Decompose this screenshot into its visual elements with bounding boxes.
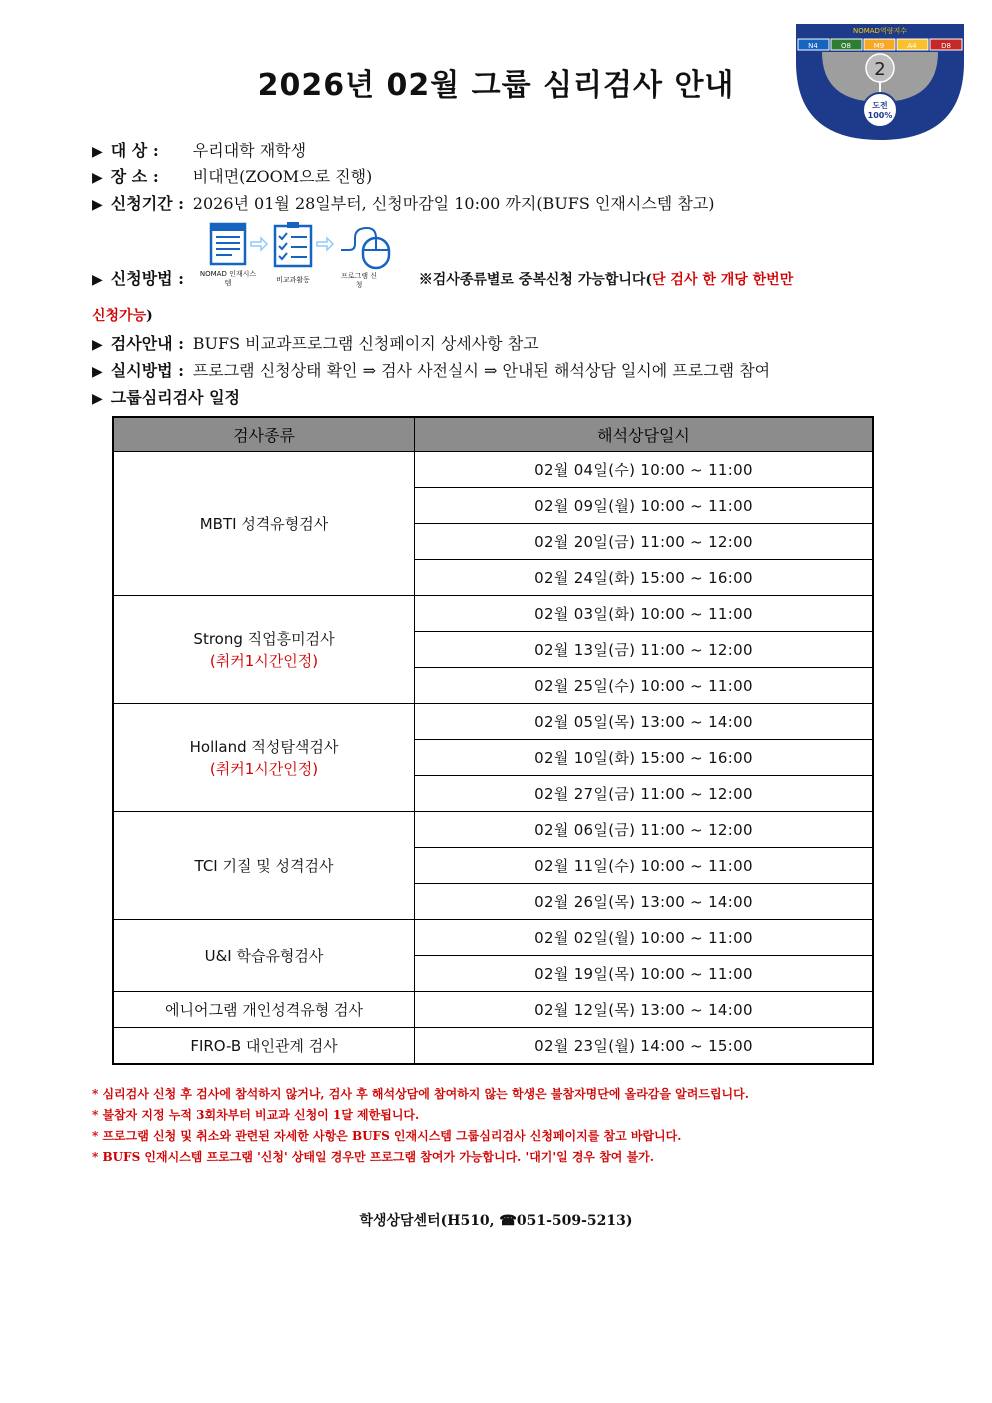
- info-place-label: 장 소 :: [110, 167, 159, 186]
- test-type-name: U&I 학습유형검사: [204, 946, 324, 965]
- session-datetime-cell: 02월 05일(목) 13:00 ~ 14:00: [415, 704, 874, 740]
- test-type-name: 에니어그램 개인성격유형 검사: [165, 1000, 363, 1019]
- flow-icons: [205, 220, 400, 270]
- header-session-time: 해석상담일시: [415, 417, 874, 452]
- badge-percent: 100%: [867, 111, 893, 120]
- session-datetime-cell: 02월 10일(화) 15:00 ~ 16:00: [415, 740, 874, 776]
- method-note-red-2: 신청가능: [92, 308, 147, 324]
- session-datetime-cell: 02월 24일(화) 15:00 ~ 16:00: [415, 560, 874, 596]
- bullet-arrow-icon: ▶: [92, 144, 103, 160]
- table-row: [113, 920, 873, 956]
- info-procedure: [92, 358, 770, 381]
- info-proc-label: 실시방법 :: [110, 361, 185, 380]
- badge-seg-1: N4: [808, 42, 818, 50]
- info-period-label: 신청기간 :: [110, 194, 185, 213]
- test-type-cell: [113, 920, 415, 992]
- info-place: [92, 164, 372, 187]
- session-datetime-cell: 02월 26일(목) 13:00 ~ 14:00: [415, 884, 874, 920]
- info-target-value: 우리대학 재학생: [192, 141, 307, 160]
- session-datetime-cell: 02월 02일(월) 10:00 ~ 11:00: [415, 920, 874, 956]
- note-4: * BUFS 인재시스템 프로그램 '신청' 상태일 경우만 프로그램 참여가 가능합니다. '대기'일 경우 참여 불가.: [92, 1150, 654, 1164]
- bullet-arrow-icon: ▶: [92, 337, 103, 353]
- info-target: [92, 138, 306, 161]
- session-datetime-cell: 02월 06일(금) 11:00 ~ 12:00: [415, 812, 874, 848]
- info-guide: [92, 331, 539, 354]
- session-datetime-cell: 02월 04일(수) 10:00 ~ 11:00: [415, 452, 874, 488]
- session-datetime-cell: 02월 23일(월) 14:00 ~ 15:00: [415, 1028, 874, 1065]
- table-row: [113, 992, 873, 1028]
- method-note: ※검사종류별로 중복신청 가능합니다(: [418, 272, 653, 288]
- info-proc-value: 프로그램 신청상태 확인 ⇒ 검사 사전실시 ⇒ 안내된 해석상담 일시에 프로그램 참여: [192, 361, 771, 380]
- schedule-body: [113, 452, 873, 1065]
- bullet-arrow-icon: ▶: [92, 391, 103, 407]
- notes-section: [92, 1084, 749, 1168]
- checklist-icon: [275, 222, 311, 266]
- nomad-badge-logo: [792, 22, 968, 140]
- note-3: * 프로그램 신청 및 취소와 관련된 자세한 사항은 BUFS 인재시스템 그룹심리검사 신청페이지를 참고 바랍니다.: [92, 1129, 682, 1143]
- table-header-row: [113, 417, 873, 452]
- session-datetime-cell: 02월 19일(목) 10:00 ~ 11:00: [415, 956, 874, 992]
- test-type-name: Holland 적성탐색검사: [189, 737, 339, 756]
- session-datetime-cell: 02월 25일(수) 10:00 ~ 11:00: [415, 668, 874, 704]
- session-datetime-cell: 02월 11일(수) 10:00 ~ 11:00: [415, 848, 874, 884]
- badge-seg-3: M9: [873, 42, 885, 50]
- note-1: * 심리검사 신청 후 검사에 참석하지 않거나, 검사 후 해석상담에 참여하지 않는 학생은 불참자명단에 올라감을 알려드립니다.: [92, 1087, 749, 1101]
- table-row: [113, 596, 873, 632]
- bullet-arrow-icon: ▶: [92, 272, 103, 288]
- schedule-table: [112, 416, 874, 1065]
- method-note-close: ): [146, 308, 153, 324]
- badge-seg-2: O8: [841, 42, 851, 50]
- session-datetime-cell: 02월 12일(목) 13:00 ~ 14:00: [415, 992, 874, 1028]
- table-row: [113, 1028, 873, 1065]
- test-type-credit-note: (취커1시간인정): [209, 759, 319, 778]
- test-type-name: Strong 직업흥미검사: [193, 629, 335, 648]
- note-2: * 불참자 지정 누적 3회차부터 비교과 신청이 1달 제한됩니다.: [92, 1108, 420, 1122]
- info-method: [92, 266, 793, 289]
- info-guide-value: BUFS 비교과프로그램 신청페이지 상세사항 참고: [192, 334, 539, 353]
- badge-number: 2: [874, 59, 886, 80]
- mouse-icon: [341, 228, 389, 268]
- test-type-cell: [113, 704, 415, 812]
- info-target-label: 대 상 :: [110, 141, 159, 160]
- test-type-name: TCI 기질 및 성격검사: [194, 856, 334, 875]
- flow-step-3: 프로그램 신청: [340, 272, 378, 289]
- arrow-right-icon: [317, 238, 333, 250]
- info-place-value: 비대면(ZOOM으로 진행): [192, 167, 373, 186]
- footer-contact: 학생상담센터(H510, ☎051-509-5213): [359, 1213, 633, 1229]
- badge-seg-4: A4: [907, 42, 917, 50]
- info-method-label: 신청방법 :: [110, 269, 185, 288]
- info-method-cont: [92, 305, 153, 325]
- test-type-cell: [113, 452, 415, 596]
- info-period: [92, 191, 714, 214]
- badge-challenge: 도전: [872, 101, 888, 110]
- test-type-cell: [113, 992, 415, 1028]
- test-type-cell: [113, 812, 415, 920]
- table-row: [113, 452, 873, 488]
- info-guide-label: 검사안내 :: [110, 334, 185, 353]
- document-icon: [211, 224, 245, 264]
- bullet-arrow-icon: ▶: [92, 170, 103, 186]
- session-datetime-cell: 02월 09일(월) 10:00 ~ 11:00: [415, 488, 874, 524]
- bullet-arrow-icon: ▶: [92, 364, 103, 380]
- badge-seg-5: D8: [941, 42, 951, 50]
- arrow-right-icon: [251, 238, 267, 250]
- info-period-value: 2026년 01월 28일부터, 신청마감일 10:00 까지(BUFS 인재시스템 참고): [192, 194, 715, 213]
- flow-step-1: NOMAD 인재시스템: [199, 270, 257, 287]
- session-datetime-cell: 02월 20일(금) 11:00 ~ 12:00: [415, 524, 874, 560]
- table-row: [113, 704, 873, 740]
- flow-step-2: 비교과활동: [276, 276, 310, 284]
- page-title: 2026년 02월 그룹 심리검사 안내: [257, 68, 735, 103]
- test-type-cell: [113, 1028, 415, 1065]
- test-type-name: MBTI 성격유형검사: [199, 514, 329, 533]
- session-datetime-cell: 02월 13일(금) 11:00 ~ 12:00: [415, 632, 874, 668]
- badge-top-label: NOMAD역량지수: [852, 27, 908, 35]
- schedule-heading: 그룹심리검사 일정: [110, 388, 240, 407]
- method-note-red: 단 검사 한 개당 한번만: [652, 272, 794, 288]
- session-datetime-cell: 02월 03일(화) 10:00 ~ 11:00: [415, 596, 874, 632]
- table-row: [113, 812, 873, 848]
- bullet-arrow-icon: ▶: [92, 197, 103, 213]
- header-test-type: 검사종류: [113, 417, 415, 452]
- session-datetime-cell: 02월 27일(금) 11:00 ~ 12:00: [415, 776, 874, 812]
- test-type-cell: [113, 596, 415, 704]
- info-schedule: [92, 385, 240, 408]
- test-type-credit-note: (취커1시간인정): [209, 651, 319, 670]
- test-type-name: FIRO-B 대인관계 검사: [190, 1036, 338, 1055]
